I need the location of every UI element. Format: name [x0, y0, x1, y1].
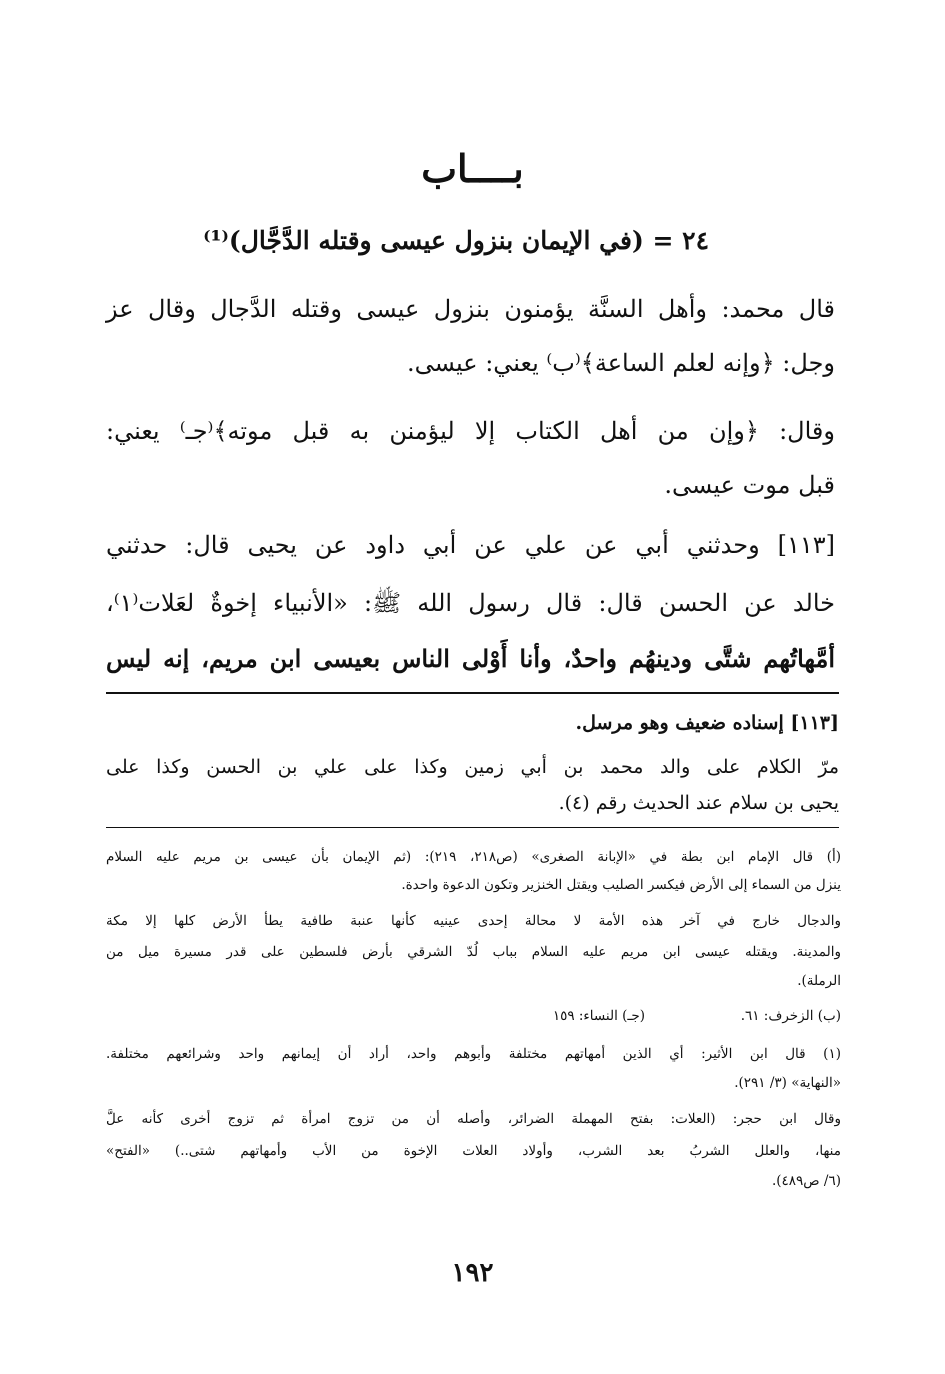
- footnote-b: (ب) الزخرف: ٦١.: [740, 1008, 841, 1024]
- footnote-a-line-2: ينزل من السماء إلى الأرض فيكسر الصليب ويقتل الخنزير وتكون الدعوة واحدة.: [401, 877, 841, 893]
- chapter-title: ٢٤ = (في الإيمان بنزول عيسى وقتله الدَّجَّال)⁽¹⁾: [203, 226, 709, 255]
- footnote-a-line-5: الرملة).: [797, 973, 841, 989]
- footnote-a-line-3: والدجال خارج في آخر هذه الأمة لا محالة إحدى عينيه كأنها عنبة طافية يطأ الأرض كلها إلا مكة: [106, 913, 841, 929]
- page-number: ١٩٢: [451, 1258, 494, 1288]
- footnote-1-line-5: (٦/ ص٤٨٩).: [771, 1173, 841, 1189]
- footnote-1-line-4: منها، والعلل الشربُ بعد الشرب، وأولاد العلات الإخوة من الأب وأمهاتهم شتى..) «الفتح»: [106, 1143, 841, 1159]
- footnote-c: (جـ) النساء: ١٥٩: [552, 1008, 645, 1024]
- footnote-1-line-2: «النهاية» (٣/ ٢٩١).: [734, 1075, 841, 1091]
- footnote-1-line-3: وقال ابن حجر: (العلات: بفتح المهملة الضرائر، وأصله أن من تزوج امرأة ثم تزوج أخرى كأنه علَّ: [106, 1111, 841, 1127]
- main-line-4: قبل موت عيسى.: [664, 471, 835, 499]
- main-line-3: وقال: ﴿وإن من أهل الكتاب إلا ليؤمنن به قبل موته﴾⁽جـ⁾ يعني:: [106, 417, 835, 445]
- hadith-line-3: أمَّهاتُهم شتَّى ودينهُم واحدٌ، وأنا أَوْلى الناس بعيسى ابن مريم، إنه ليس: [106, 644, 835, 673]
- hadith-line-1: [١١٣] وحدثني أبي عن علي عن أبي داود عن يحيى قال: حدثني: [106, 531, 835, 559]
- main-line-1: قال محمد: وأهل السنَّة يؤمنون بنزول عيسى وقتله الدَّجال وقال عز: [106, 295, 835, 323]
- footnote-a-line-4: والمدينة. ويقتله عيسى ابن مريم عليه السلام بباب لُدّ الشرقي بأرض فلسطين على قدر مسيرة ميل من: [106, 944, 841, 960]
- main-line-2: وجل: ﴿وإنه لعلم الساعة﴾⁽ب⁾ يعني: عيسى.: [406, 349, 835, 377]
- takhrij-line-1: [١١٣] إسناده ضعيف وهو مرسل.: [575, 712, 839, 734]
- takhrij-line-3: يحيى بن سلام عند الحديث رقم (٤).: [558, 792, 839, 814]
- main-divider: [106, 692, 839, 694]
- takhrij-line-2: مرّ الكلام على والد محمد بن أبي زمين وكذا على علي بن الحسن وكذا على: [106, 756, 839, 778]
- hadith-line-2: خالد عن الحسن قال: قال رسول الله ﷺ: «الأنبياء إخوةٌ لعَلات⁽١⁾،: [106, 589, 835, 617]
- footnote-a-line-1: (أ) قال الإمام ابن بطة في «الإبانة الصغرى» (ص٢١٨، ٢١٩): (ثم الإيمان بأن عيسى بن مريم عليه السلام: [106, 849, 841, 865]
- footnote-1-line-1: (١) قال ابن الأثير: أي الذين أمهاتهم مختلفة وأبوهم واحد، أراد أن إيمانهم واحد وشرائعهم مختلفة.: [106, 1046, 841, 1062]
- footnote-divider: [106, 827, 839, 828]
- chapter-heading: بــــاب: [421, 146, 524, 191]
